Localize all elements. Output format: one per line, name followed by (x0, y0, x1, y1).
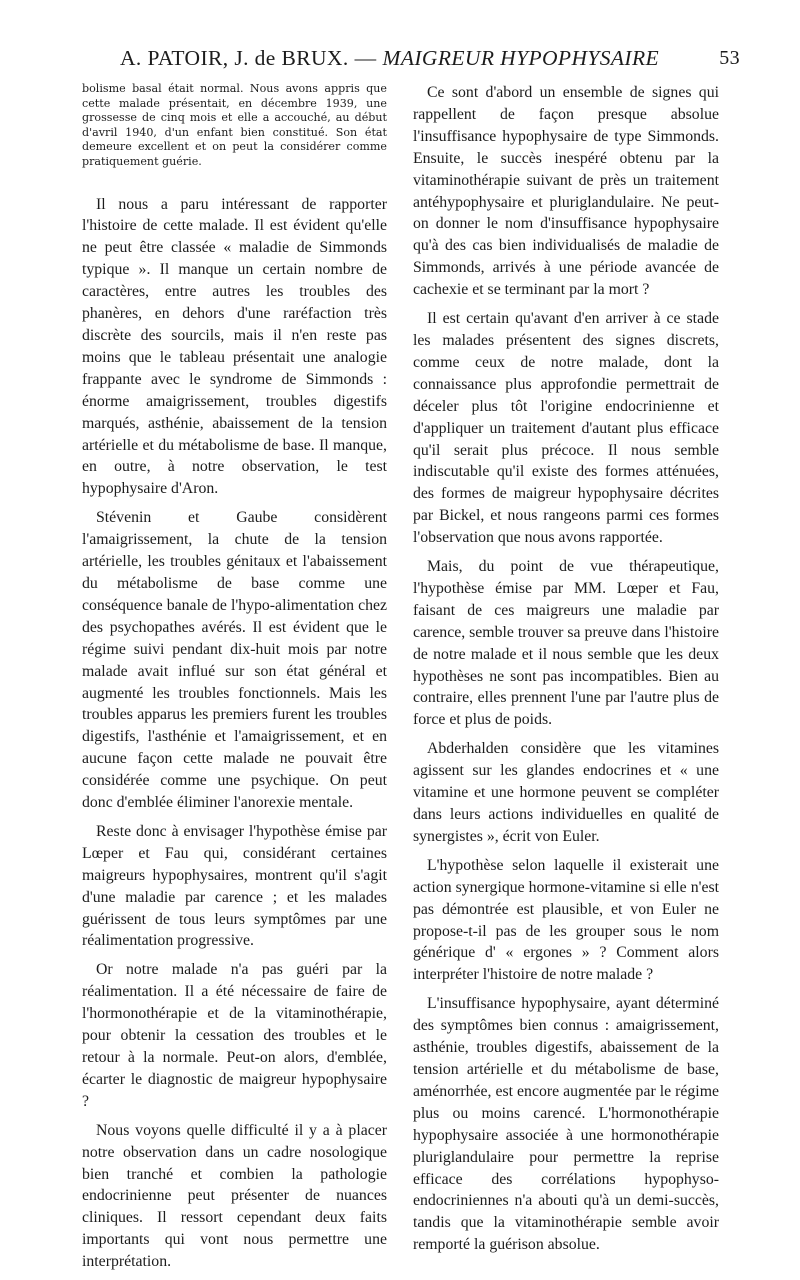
header-title: MAIGREUR HYPOPHYSAIRE (382, 46, 660, 70)
right-paragraph-4: Abderhalden considère que les vitamines agissent sur les glandes endocrines et « une vitamine et une hormone peuvent se compléter dans leurs actions individuelles en qualité de synergistes », écrit von Euler. (413, 740, 719, 845)
right-paragraph-5: L'hypothèse selon laquelle il existerait une action synergique hormone-vitamine si elle n'est pas démontrée est plausible, et von Euler ne propose-t-il pas de les grouper sous le nom générique d' « ergones » ? Comment alors interpréter l'histoire de notre malade ? (413, 856, 719, 984)
right-paragraph-6: L'insuffisance hypophysaire, ayant déterminé des symptômes bien connus : amaigrissement, asthénie, troubles digestifs, abaissement de la tension artérielle et du métabolisme de base, aménorrhée, est encore augmentée par le régime plus ou moins carencé. L'hormonothérapie hypophysaire associée à une hormonothérapie pluriglandulaire pour permettre la reprise efficace des corrélations hypophyso-endocriniennes n'a abouti qu'à un demi-succès, tandis que la vitaminothérapie semble avoir remporté la guérison absolue. (413, 995, 719, 1254)
right-paragraph-1: Ce sont d'abord un ensemble de signes qui rappellent de façon presque absolue l'insuffisance hypophysaire de type Simmonds. Ensuite, le succès inespéré obtenu par la vitaminothérapie suivant de près un traitement antéhypophysaire et pluriglandulaire. Ne peut-on donner le nom d'insuffisance hypophysaire qu'à des cas bien individualisés de maladie de Simmonds, arrivés à une période avancée de cachexie et se terminant par la mort ? (413, 84, 719, 299)
page-number: 53 (719, 47, 740, 69)
header-dash: — (354, 46, 377, 70)
right-column (413, 82, 719, 1263)
running-header (120, 46, 740, 76)
header-authors: A. PATOIR, J. de BRUX. (120, 46, 349, 70)
left-paragraph-2: Stévenin et Gaube considèrent l'amaigrissement, la chute de la tension artérielle, les troubles génitaux et l'abaissement du métabolisme de base comme une conséquence banale de l'hypo-alimentation chez des psychopathes avérés. Il est évident que le régime suivi pendant dix-huit mois par notre malade avait influé sur son état général et augmenté les troubles fonctionnels. Mais les troubles apparus les premiers furent les troubles digestifs, l'asthénie et l'amaigrissement, et en aucune façon cette malade ne pouvait être considérée comme une psychique. On peut donc d'emblée éliminer l'anorexie mentale. (82, 509, 387, 812)
left-paragraph-1: Il nous a paru intéressant de rapporter l'histoire de cette malade. Il est évident qu'elle ne peut être classée « maladie de Simmonds typique ». Il manque un certain nombre de caractères, entre autres les troubles des phanères, en dehors d'une raréfaction très discrète des sourcils, mais il n'en reste pas moins que le tableau présentait une analogie frappante avec le syndrome de Simmonds : énorme amaigrissement, troubles digestifs marqués, asthénie, abaissement de la tension artérielle et du métabolisme de base. Il manque, en outre, à notre observation, le test hypophysaire d'Aron. (82, 195, 387, 498)
case-note-continuation: bolisme basal était normal. Nous avons appris que cette malade présentait, en décembre 1939, une grossesse de cinq mois et elle a accouché, au début d'avril 1940, d'un enfant bien constitué. Son état demeure excellent et on peut la considérer comme pratiquement guérie. (82, 82, 387, 168)
right-paragraph-3: Mais, du point de vue thérapeutique, l'hypothèse émise par MM. Lœper et Fau, faisant de ces maigreurs une maladie par carence, semble trouver sa preuve dans l'histoire de notre malade et il nous semble que les deux hypothèses ne sont pas incompatibles. Bien au contraire, elles prennent l'une par l'autre plus de force et plus de poids. (413, 558, 719, 729)
left-paragraph-4: Or notre malade n'a pas guéri par la réalimentation. Il a été nécessaire de faire de l'hormonothérapie et de la vitaminothérapie, pour obtenir la cessation des troubles et le retour à la normale. Peut-on alors, d'emblée, écarter le diagnostic de maigreur hypophysaire ? (82, 961, 387, 1110)
right-paragraph-2: Il est certain qu'avant d'en arriver à ce stade les malades présentent des signes discrets, comme ceux de notre malade, dont la connaissance plus approfondie permettrait de déceler plus tôt l'origine endocrinienne et d'appliquer un traitement d'autant plus efficace qu'il serait plus précoce. Il nous semble indiscutable qu'il existe des formes atténuées, des formes de maigreur hypophysaire décrites par Bickel, et nous rangeons parmi ces formes l'observation que nous avons rapportée. (413, 310, 719, 547)
left-paragraph-5: Nous voyons quelle difficulté il y a à placer notre observation dans un cadre nosologique bien tranché et combien la pathologie endocrinienne peut présenter de nuances cliniques. Il ressort cependant deux faits importants qui vont nous permettre une interprétation. (82, 1121, 387, 1271)
left-column (82, 82, 387, 1280)
left-paragraph-3: Reste donc à envisager l'hypothèse émise par Lœper et Fau qui, considérant certaines maigreurs hypophysaires, montrent qu'il s'agit d'une maladie par carence ; et les malades guérissent de tous leurs symptômes par une réalimentation progressive. (82, 822, 387, 950)
